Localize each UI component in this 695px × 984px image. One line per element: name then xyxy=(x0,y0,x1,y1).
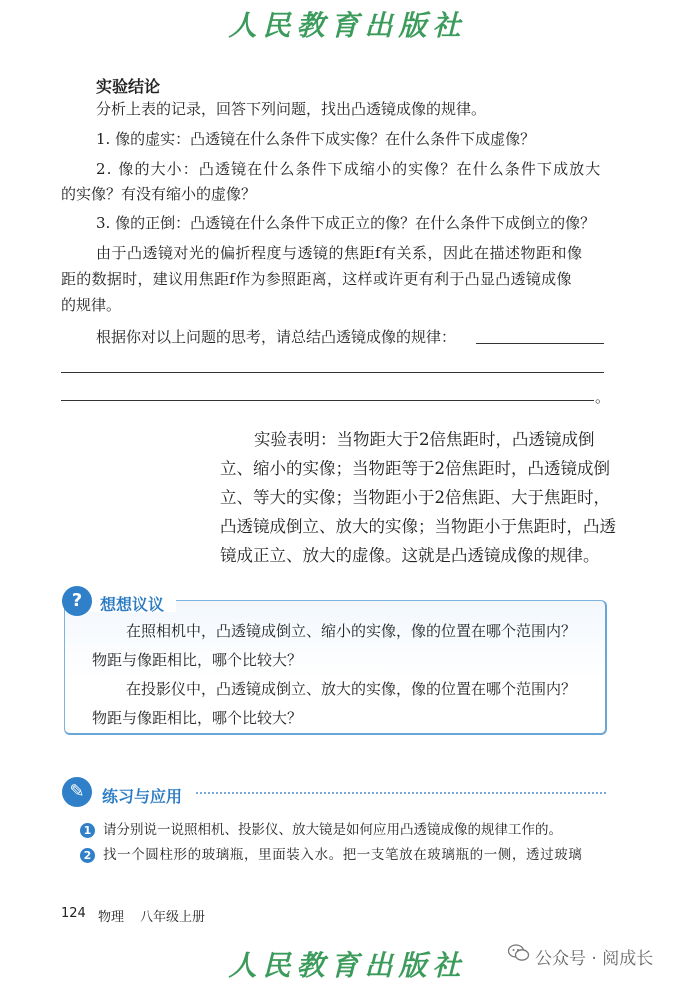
discussion-title: 想想议议 xyxy=(100,595,165,614)
lightbulb-question-icon: ? xyxy=(62,586,92,616)
result-line-4: 凸透镜成倒立、放大的实像；当物距小于焦距时，凸透 xyxy=(220,517,616,536)
summary-prompt: 根据你对以上问题的思考，请总结凸透镜成像的规律： xyxy=(96,328,457,346)
discussion-line-4: 物距与像距相比，哪个比较大？ xyxy=(92,709,303,727)
publisher-logo: 人民教育出版社 xyxy=(228,9,467,42)
intro-text: 分析上表的记录，回答下列问题，找出凸透镜成像的规律。 xyxy=(96,100,487,118)
notebook-pen-icon: ✎ xyxy=(62,777,92,807)
question-2-line-1: 2. 像的大小：凸透镜在什么条件下成缩小的实像？在什么条件下成放大 xyxy=(96,160,602,178)
end-mark: 。 xyxy=(595,388,611,406)
note-line-1: 由于凸透镜对光的偏折程度与透镜的焦距f有关系，因此在描述物距和像 xyxy=(96,244,583,262)
subject-label: 物理 xyxy=(98,910,125,925)
exercise-number-2: 2 xyxy=(80,848,95,863)
question-1: 1. 像的虚实：凸透镜在什么条件下成实像？在什么条件下成虚像？ xyxy=(96,130,536,148)
result-line-3: 立、等大的实像；当物距小于2倍焦距、大于焦距时， xyxy=(220,488,610,507)
exercise-item-1: 请分别说一说照相机、投影仪、放大镜是如何应用凸透镜成像的规律工作的。 xyxy=(103,822,562,838)
exercise-title: 练习与应用 xyxy=(102,787,183,806)
question-3: 3. 像的正倒：凸透镜在什么条件下成正立的像？在什么条件下成倒立的像？ xyxy=(96,214,596,232)
answer-line-2[interactable] xyxy=(61,372,604,373)
discussion-line-1: 在照相机中，凸透镜成倒立、缩小的实像，像的位置在哪个范围内？ xyxy=(126,622,577,640)
exercise-number-1: 1 xyxy=(80,823,95,838)
result-line-2: 立、缩小的实像；当物距等于2倍焦距时，凸透镜成倒 xyxy=(220,459,610,478)
publisher-logo-bottom: 人民教育出版社 xyxy=(228,949,467,982)
result-line-1: 实验表明：当物距大于2倍焦距时，凸透镜成倒 xyxy=(254,430,595,449)
discussion-line-2: 物距与像距相比，哪个比较大？ xyxy=(92,651,303,669)
dotted-divider xyxy=(196,792,606,794)
wechat-icon xyxy=(508,944,530,962)
watermark-text: 公众号 · 阅成长 xyxy=(535,949,654,969)
result-line-5: 镜成正立、放大的虚像。这就是凸透镜成像的规律。 xyxy=(220,546,600,565)
question-2-line-2: 的实像？有没有缩小的虚像？ xyxy=(61,185,257,203)
note-line-3: 的规律。 xyxy=(61,296,122,314)
answer-line-3[interactable] xyxy=(61,400,594,401)
volume-label: 八年级上册 xyxy=(140,910,206,925)
page-number: 124 xyxy=(61,906,86,921)
exercise-item-2: 找一个圆柱形的玻璃瓶，里面装入水。把一支笔放在玻璃瓶的一侧，透过玻璃 xyxy=(103,847,583,863)
note-line-2: 距的数据时，建议用焦距f作为参照距离，这样或许更有利于凸显凸透镜成像 xyxy=(61,270,572,288)
section-title: 实验结论 xyxy=(96,77,161,96)
discussion-line-3: 在投影仪中，凸透镜成倒立、放大的实像，像的位置在哪个范围内？ xyxy=(126,680,577,698)
answer-line-1[interactable] xyxy=(476,343,604,344)
